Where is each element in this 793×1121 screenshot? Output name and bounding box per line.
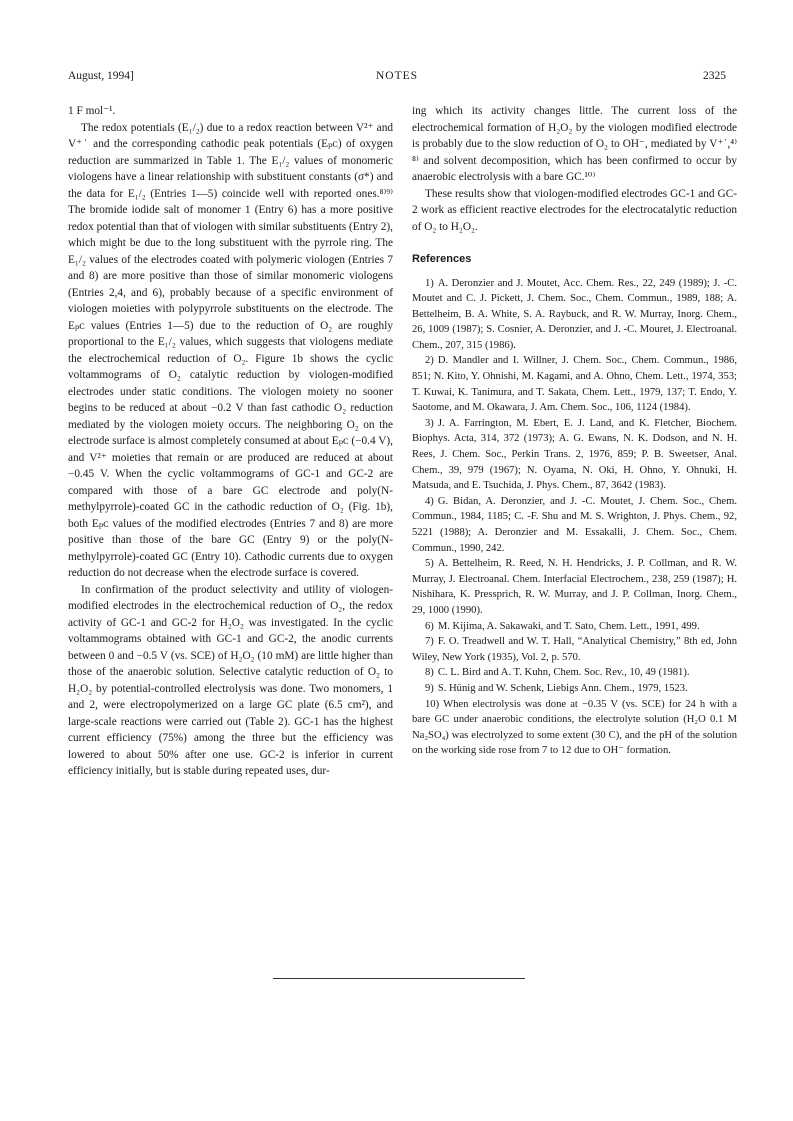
paragraph-product-selectivity: In confirmation of the product selectivity and utility of viologen-modified electrodes in the electrochemical reduction of O₂, the redox activity of GC-1 and GC-2 for H₂O₂ was investigated. In the cyclic voltammograms obtained with GC-1 and GC-2, the anodic currents between 0 and −0.5 V (vs. SCE) of H₂O₂ (10 mM) are little higher than those of the anaerobic solution. Selective catalytic reduction of O₂ to H₂O₂ by potential-controlled electrolysis was done. Two monomers, 1 and 2, were electropolymerized on a large GC plate (6.5 cm²), and large-scale reactions were carried out (Table 2). GC-1 has the highest current efficiency (75%) among the three but the efficiency was lowered to about 50% after one use. GC-2 is inferior in current efficiency initially, but is stable during repeated uses, dur-	[68, 583, 393, 777]
reference-item: 2) D. Mandler and I. Willner, J. Chem. Soc., Chem. Commun., 1986, 851; N. Kito, Y. Ohnishi, M. Kagami, and A. Ohno, Chem. Lett., 1974, 353; T. Kuwai, K. Tanimura, and T. Sakata, Chem. Lett., 1979, 137; T. Endo, Y. Saotome, and M. Okawara, J. Am. Chem. Soc., 106, 1124 (1984).	[412, 355, 737, 414]
header-date: August, 1994]	[68, 70, 134, 82]
reference-item: 1) A. Deronzier and J. Moutet, Acc. Chem. Res., 22, 249 (1989); J. -C. Moutet and C. J. Pickett, J. Chem. Soc., Chem. Commun., 1989, 188; A. Bettelheim, B. A. White, S. A. Raybuck, and R. W. Murray, Inorg. Chem., 26, 1009 (1987); S. Cosnier, A. Deronzier, and J. -C. Mouret, J. Electroanal. Chem., 207, 315 (1986).	[412, 277, 737, 351]
running-header	[68, 70, 726, 86]
left-column	[68, 103, 393, 780]
right-column	[412, 103, 737, 759]
reference-item: 9) S. Hünig and W. Schenk, Liebigs Ann. Chem., 1979, 1523.	[425, 682, 688, 694]
reference-item: 5) A. Bettelheim, R. Reed, N. H. Hendricks, J. P. Collman, and R. W. Murray, J. Electroanal. Chem. Interfacial Electrochem., 238, 259 (1987); H. Nishihara, K. Pressprich, R. W. Murray, and J. P. Collman, Inorg. Chem., 29, 1000 (1990).	[412, 558, 737, 616]
reference-item: 6) M. Kijima, A. Sakawaki, and T. Sato, Chem. Lett., 1991, 499.	[425, 620, 700, 632]
reference-item: 4) G. Bidan, A. Deronzier, and J. -C. Moutet, J. Chem. Soc., Chem. Commun., 1984, 1185; C. -F. Shu and M. S. Wrighton, J. Phys. Chem., 92, 5221 (1988); A. Deronzier and M. Essakalli, J. Chem. Soc., Chem. Commun., 1990, 242.	[412, 495, 737, 554]
page-number: 2325	[703, 70, 726, 82]
reference-item: 3) J. A. Farrington, M. Ebert, E. J. Land, and K. Fletcher, Biochem. Biophys. Acta, 314, 372 (1973); A. G. Ewans, N. K. Dodson, and N. H. Rees, J. Chem. Soc., Perkin Trans. 2, 1976, 859; P. B. Sweetser, Anal. Chem., 39, 979 (1967); N. Oyama, N. Oki, H. Ohno, Y. Ohnuki, H. Matsuda, and E. Tsuchida, J. Phys. Chem., 87, 3642 (1983).	[412, 417, 737, 492]
paragraph-redox-potentials: The redox potentials (E₁/₂) due to a redox reaction between V²⁺ and V⁺˙ and the corresponding cathodic peak potentials (Eₚᴄ) of oxygen reduction are summarized in Table 1. The E₁/₂ values of monomeric viologens have a linear relationship with substituent constants (σ*) and the data for E₁/₂ (Entries 1—5) coincide well with reported ones.⁸⁾⁹⁾ The bromide iodide salt of monomer 1 (Entry 6) has a more positive redox potential than that of viologen with similar substituents (Entry 2), which might be due to the long substituent with the pyrrole ring. The E₁/₂ values of the electrodes coated with polymeric viologen (Entries 7 and 8) are more positive than those of similar monomeric viologens (Entries 2,4, and 6), probably because of a specific environment of viologen moieties with polypyrrole substituents on the electrode. The Eₚᴄ values (Entries 1—5) due to the reduction of O₂ are roughly proportional to the E₁/₂ values, which suggests that viologens mediate the electrochemical reduction of O₂. Figure 1b shows the cyclic voltammograms of O₂ catalytic reduction by viologen-modified electrodes under static conditions. The viologen moiety no sooner begins to be reduced at about −0.2 V than fast cathodic O₂ reduction mediated by the viologen moiety occurs. The neighboring O₂ on the electrode surface is almost completely consumed at about Eₚᴄ (−0.4 V), and V²⁺ moieties that remain or are produced are reduced at about −0.45 V. When the cyclic voltammograms of GC-1 and GC-2 are compared with those of a bare GC electrode and poly(N-methylpyrrole)-coated GC in the cathodic reduction of O₂ (Fig. 1b), both Eₚᴄ values of the modified electrodes (Entries 7 and 8) are more positive than those of the bare GC (Entry 9) or the poly(N-methylpyrrole)-coated GC (Entry 10). Cathodic currents due to oxygen reduction do not decrease when the electrode surface is covered.	[68, 121, 393, 579]
references-list	[412, 276, 737, 759]
reference-item: 7) F. O. Treadwell and W. T. Hall, “Analytical Chemistry,” 8th ed, John Wiley, New York (1935), Vol. 2, p. 570.	[412, 636, 737, 663]
paragraph-continuation: ing which its activity changes little. The current loss of the electrochemical formation of H₂O₂ by the viologen modified electrode is probably due to the slow reduction of O₂ to OH⁻, mediated by V⁺˙,⁴⁾⁸⁾ and solvent decomposition, which has been confirmed to occur by anaerobic electrolysis with a bare GC.¹⁰⁾	[412, 105, 737, 183]
reference-item: 8) C. L. Bird and A. T. Kuhn, Chem. Soc. Rev., 10, 49 (1981).	[425, 667, 690, 679]
header-section: NOTES	[375, 70, 419, 82]
footer-divider	[273, 978, 525, 979]
reference-item: 10) When electrolysis was done at −0.35 V (vs. SCE) for 24 h with a bare GC under anaerobic conditions, the electrolyte solution (H₂O 0.1 M Na₂SO₄) was electrolyzed to some extent (30 C), and the pH of the solution on the working side rose from 7 to 12 due to OH⁻ formation.	[412, 698, 737, 757]
references-heading: References	[412, 253, 472, 265]
paragraph-conclusion: These results show that viologen-modified electrodes GC-1 and GC-2 work as efficient reactive electrodes for the electrocatalytic reduction of O₂ to H₂O₂.	[412, 187, 737, 233]
paragraph-fragment: 1 F mol⁻¹.	[68, 105, 116, 117]
